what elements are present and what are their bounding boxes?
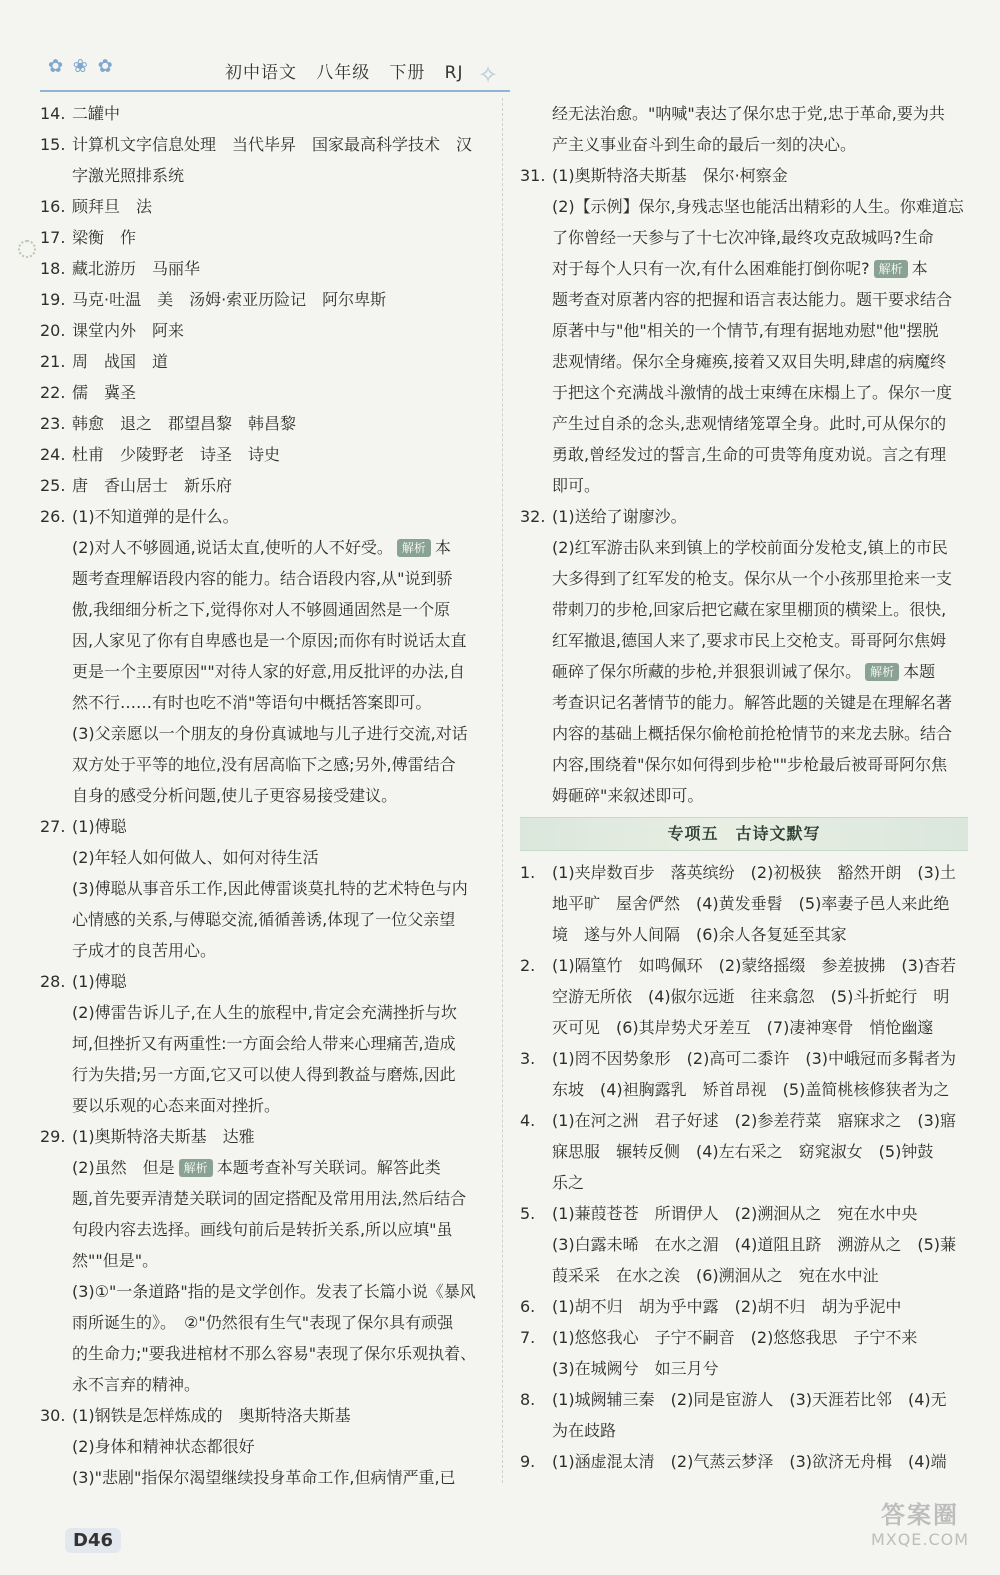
answer-text: (3)傅聪从事音乐工作,因此傅雷谈莫扎特的艺术特色与内 (72, 879, 468, 898)
analysis-text: 本 (434, 538, 451, 557)
answer-line (40, 377, 502, 408)
answer-text: 地平旷 屋舍俨然 (4)黄发垂髫 (5)率妻子邑人来此绝 (552, 894, 950, 913)
answer-line (40, 346, 502, 377)
question-number: 32. (520, 507, 546, 526)
watermark-logo (855, 1495, 985, 1565)
answer-text: 藏北游历 马丽华 (72, 259, 201, 278)
answer-line (40, 811, 502, 842)
answer-line (40, 656, 502, 687)
answer-text: 雨所诞生的》。 ②"仍然很有生气"表现了保尔具有顽强 (72, 1313, 454, 1332)
right-column (520, 98, 968, 1483)
answer-line (520, 377, 968, 408)
answer-line (40, 470, 502, 501)
answer-text: 马克·吐温 美 汤姆·索亚历险记 阿尔卑斯 (72, 290, 387, 309)
answer-text: 坷,但挫折又有两重性:一方面会给人带来心理痛苦,造成 (72, 1034, 456, 1053)
answer-line (40, 1059, 502, 1090)
answer-text: 为在歧路 (552, 1421, 617, 1440)
answer-line (40, 1431, 502, 1462)
answer-text: 即可。 (552, 476, 601, 495)
question-number: 4. (520, 1111, 536, 1130)
answer-text: 儒 冀圣 (72, 383, 137, 402)
answer-line (520, 780, 968, 811)
answer-text: (3)父亲愿以一个朋友的身份真诚地与儿子进行交流,对话 (72, 724, 468, 743)
page-number: D46 (65, 1528, 121, 1553)
answer-line (40, 594, 502, 625)
answer-line (520, 129, 968, 160)
answer-line (520, 1322, 968, 1353)
answer-line (40, 687, 502, 718)
header-title: 初中语文 八年级 下册 RJ (225, 63, 464, 83)
answer-text: 寐思服 辗转反侧 (4)左右采之 窈窕淑女 (5)钟鼓 (552, 1142, 934, 1161)
answer-text: 心情感的关系,与傅聪交流,循循善诱,体现了一位父亲望 (72, 910, 456, 929)
answer-line (520, 563, 968, 594)
answer-line (520, 1384, 968, 1415)
answer-text: (1)隔篁竹 如鸣佩环 (2)蒙络摇缀 参差披拂 (3)杳若 (552, 956, 956, 975)
question-number: 1. (520, 863, 536, 882)
answer-text: 字激光照排系统 (72, 166, 185, 185)
answer-text: (3)"悲剧"指保尔渴望继续投身革命工作,但病情严重,已 (72, 1468, 456, 1487)
answer-text: (2)【示例】保尔,身残志坚也能活出精彩的人生。你难道忘 (552, 197, 964, 216)
question-number: 3. (520, 1049, 536, 1068)
answer-line (520, 1446, 968, 1477)
answer-text: (3)①"一条道路"指的是文学创作。发表了长篇小说《暴风 (72, 1282, 476, 1301)
answer-text: 题考查对原著内容的把握和语言表达能力。题干要求结合 (552, 290, 953, 309)
answer-text: (1)在河之洲 君子好逑 (2)参差荇菜 寤寐求之 (3)寤 (552, 1111, 956, 1130)
question-number: 5. (520, 1204, 536, 1223)
answer-line (520, 1043, 968, 1074)
answer-text: (1)城阙辅三秦 (2)同是宦游人 (3)天涯若比邻 (4)无 (552, 1390, 947, 1409)
answer-line (40, 625, 502, 656)
answer-line (40, 997, 502, 1028)
question-number: 22. (40, 383, 66, 402)
question-number: 6. (520, 1297, 536, 1316)
answer-line (40, 935, 502, 966)
answer-text: 内容,围绕着"保尔如何得到步枪""步枪最后被哥哥阿尔焦 (552, 755, 948, 774)
answer-line (520, 408, 968, 439)
answer-text: 题考查理解语段内容的能力。结合语段内容,从"说到骄 (72, 569, 453, 588)
answer-line (520, 749, 968, 780)
answer-line (40, 1152, 502, 1183)
question-number: 31. (520, 166, 546, 185)
answer-line (520, 919, 968, 950)
analysis-badge: 解析 (397, 539, 431, 557)
answer-line (40, 1307, 502, 1338)
answer-line (520, 191, 968, 222)
answer-text: (1)傅聪 (72, 972, 127, 991)
answer-text: 对于每个人只有一次,有什么困难能打倒你呢? (552, 259, 870, 278)
question-number: 28. (40, 972, 66, 991)
answer-text: (3)在城阙兮 如三月兮 (552, 1359, 719, 1378)
answer-line (40, 718, 502, 749)
answer-line (520, 656, 968, 687)
answer-text: (1)奥斯特洛夫斯基 保尔·柯察金 (552, 166, 788, 185)
answer-line (520, 1198, 968, 1229)
answer-text: 课堂内外 阿来 (72, 321, 185, 340)
answer-text: 要以乐观的心态来面对挫折。 (72, 1096, 281, 1115)
question-number: 2. (520, 956, 536, 975)
answer-line (40, 563, 502, 594)
answer-line (40, 1121, 502, 1152)
page-header (40, 50, 510, 92)
answer-line (520, 160, 968, 191)
answer-text: 大多得到了红军发的枪支。保尔从一个小孩那里抢来一支 (552, 569, 953, 588)
answer-text: (3)白露未晞 在水之湄 (4)道阻且跻 溯游从之 (5)蒹 (552, 1235, 956, 1254)
answer-line (40, 1090, 502, 1121)
question-number: 25. (40, 476, 66, 495)
answer-line (520, 1167, 968, 1198)
answer-line (520, 950, 968, 981)
answer-text: 境 遂与外人间隔 (6)余人各复延至其家 (552, 925, 847, 944)
answer-line (40, 842, 502, 873)
answer-line (40, 966, 502, 997)
answer-text: 产生过自杀的念头,悲观情绪笼罩全身。此时,可从保尔的 (552, 414, 947, 433)
answer-line (40, 160, 502, 191)
answer-text: 东坡 (4)袒胸露乳 矫首昂视 (5)盖简桃核修狭者为之 (552, 1080, 950, 1099)
answer-line (520, 857, 968, 888)
answer-line (40, 1183, 502, 1214)
answer-line (40, 904, 502, 935)
answer-text: 产主义事业奋斗到生命的最后一刻的决心。 (552, 135, 857, 154)
answer-line (40, 222, 502, 253)
answer-text: 永不言弃的精神。 (72, 1375, 201, 1394)
answer-line (40, 501, 502, 532)
answer-text: 题,首先要弄清楚关联词的固定搭配及常用用法,然后结合 (72, 1189, 467, 1208)
answer-line (520, 284, 968, 315)
analysis-badge: 解析 (865, 663, 899, 681)
answer-text: 二罐中 (72, 104, 121, 123)
answer-line (520, 625, 968, 656)
answer-text: (2)红军游击队来到镇上的学校前面分发枪支,镇上的市民 (552, 538, 948, 557)
answer-line (520, 1136, 968, 1167)
answer-text: (2)身体和精神状态都很好 (72, 1437, 255, 1456)
answer-text: 句段内容去选择。画线句前后是转折关系,所以应填"虽 (72, 1220, 453, 1239)
answer-line (40, 749, 502, 780)
answer-line (520, 981, 968, 1012)
answer-text: 唐 香山居士 新乐府 (72, 476, 233, 495)
question-number: 7. (520, 1328, 536, 1347)
answer-line (520, 1105, 968, 1136)
answer-line (40, 1028, 502, 1059)
answer-text: 空游无所依 (4)俶尔远逝 往来翕忽 (5)斗折蛇行 明 (552, 987, 950, 1006)
answer-line (40, 1245, 502, 1276)
answer-line (520, 594, 968, 625)
answer-line (40, 532, 502, 563)
answer-text: 葭采采 在水之涘 (6)溯洄从之 宛在水中沚 (552, 1266, 879, 1285)
answer-line (40, 439, 502, 470)
question-number: 26. (40, 507, 66, 526)
answer-line (40, 1214, 502, 1245)
answer-line (520, 687, 968, 718)
answer-text: (1)悠悠我心 子宁不嗣音 (2)悠悠我思 子宁不来 (552, 1328, 918, 1347)
question-number: 19. (40, 290, 66, 309)
answer-line (520, 532, 968, 563)
answer-text: (1)涵虚混太清 (2)气蒸云梦泽 (3)欲济无舟楫 (4)端 (552, 1452, 947, 1471)
answer-text: 砸碎了保尔所藏的步枪,并狠狠训诫了保尔。 (552, 662, 862, 681)
answer-text: 韩愈 退之 郡望昌黎 韩昌黎 (72, 414, 297, 433)
answer-text: 悲观情绪。保尔全身瘫痪,接着又双目失明,肆虐的病魔终 (552, 352, 947, 371)
answer-text: 的生命力;"要我进棺材不那么容易"表现了保尔乐观执着、 (72, 1344, 477, 1363)
answer-line (40, 1338, 502, 1369)
answer-line (40, 1276, 502, 1307)
answer-line (40, 284, 502, 315)
answer-line (520, 1415, 968, 1446)
answer-text: 自身的感受分析问题,使儿子更容易接受建议。 (72, 786, 398, 805)
answer-line (40, 408, 502, 439)
answer-text: 灭可见 (6)其岸势犬牙差互 (7)凄神寒骨 悄怆幽邃 (552, 1018, 934, 1037)
answer-line (40, 780, 502, 811)
answer-text: (1)傅聪 (72, 817, 127, 836)
question-number: 30. (40, 1406, 66, 1425)
answer-text: 计算机文字信息处理 当代毕昇 国家最高科学技术 汉 (72, 135, 473, 154)
answer-line (520, 98, 968, 129)
answer-line (520, 315, 968, 346)
answer-text: 梁衡 作 (72, 228, 137, 247)
answer-text: 然不行……有时也吃不消"等语句中概括答案即可。 (72, 693, 432, 712)
answer-text: (2)傅雷告诉儿子,在人生的旅程中,肯定会充满挫折与坎 (72, 1003, 457, 1022)
left-column (40, 98, 503, 1487)
star-decoration-icon: ✧ (478, 61, 499, 89)
analysis-badge: 解析 (874, 260, 908, 278)
answer-line (520, 1229, 968, 1260)
answer-text: (1)夹岸数百步 落英缤纷 (2)初极狭 豁然开朗 (3)土 (552, 863, 956, 882)
answer-line (40, 129, 502, 160)
answer-text: 考查识记名著情节的能力。解答此题的关键是在理解名著 (552, 693, 953, 712)
answers-continued (520, 98, 968, 811)
question-number: 8. (520, 1390, 536, 1409)
answer-line (520, 1260, 968, 1291)
answer-line (40, 873, 502, 904)
answer-text: 乐之 (552, 1173, 585, 1192)
answer-text: (1)不知道弹的是什么。 (72, 507, 239, 526)
question-number: 16. (40, 197, 66, 216)
answer-text: (1)奥斯特洛夫斯基 达雅 (72, 1127, 255, 1146)
answer-text: 姆砸碎"来叙述即可。 (552, 786, 704, 805)
answer-text: 更是一个主要原因""对待人家的好意,用反批评的办法,自 (72, 662, 465, 681)
analysis-text: 本题考查补写关联词。解答此类 (216, 1158, 441, 1177)
answer-text: 原著中与"他"相关的一个情节,有理有据地劝慰"他"摆脱 (552, 321, 939, 340)
flower-decoration-icon (18, 240, 36, 258)
analysis-text: 本 (911, 259, 928, 278)
answer-text: (2)虽然 但是 (72, 1158, 175, 1177)
answer-text: 于把这个充满战斗激情的战士束缚在床榻上了。保尔一度 (552, 383, 953, 402)
answer-line (520, 888, 968, 919)
question-number: 14. (40, 104, 66, 123)
answer-line (520, 346, 968, 377)
answer-text: 红军撤退,德国人来了,要求市民上交枪支。哥哥阿尔焦姆 (552, 631, 947, 650)
question-number: 24. (40, 445, 66, 464)
answer-text: 顾拜旦 法 (72, 197, 153, 216)
answer-line (40, 315, 502, 346)
question-number: 21. (40, 352, 66, 371)
answer-text: (2)年轻人如何做人、如何对待生活 (72, 848, 319, 867)
answer-line (520, 501, 968, 532)
answer-line (40, 1400, 502, 1431)
answer-text: (1)钢铁是怎样炼成的 奥斯特洛夫斯基 (72, 1406, 351, 1425)
analysis-text: 本题 (903, 662, 936, 681)
answer-line (40, 1462, 502, 1493)
answer-text: 双方处于平等的地位,没有居高临下之感;另外,傅雷结合 (72, 755, 456, 774)
answer-text: 经无法治愈。"呐喊"表达了保尔忠于党,忠于革命,要为共 (552, 104, 945, 123)
question-number: 15. (40, 135, 66, 154)
answer-line (40, 98, 502, 129)
answer-text: (1)胡不归 胡为乎中露 (2)胡不归 胡为乎泥中 (552, 1297, 902, 1316)
answer-line (520, 439, 968, 470)
answer-text: 内容的基础上概括保尔偷枪前抢枪情节的来龙去脉。结合 (552, 724, 953, 743)
answer-line (520, 1353, 968, 1384)
answer-text: 然""但是"。 (72, 1251, 159, 1270)
question-number: 9. (520, 1452, 536, 1471)
question-number: 18. (40, 259, 66, 278)
answer-line (40, 1369, 502, 1400)
poetry-answers (520, 857, 968, 1477)
question-number: 29. (40, 1127, 66, 1146)
question-number: 20. (40, 321, 66, 340)
question-number: 23. (40, 414, 66, 433)
answer-line (40, 253, 502, 284)
answer-text: 了你曾经一天参与了十七次冲锋,最终攻克敌城吗?生命 (552, 228, 934, 247)
answer-line (520, 1291, 968, 1322)
answer-line (40, 191, 502, 222)
answer-text: 带刺刀的步枪,回家后把它藏在家里棚顶的横梁上。很快, (552, 600, 947, 619)
answer-text: (1)蒹葭苍苍 所谓伊人 (2)溯洄从之 宛在水中央 (552, 1204, 918, 1223)
answer-text: (2)对人不够圆通,说话太直,使听的人不好受。 (72, 538, 393, 557)
question-number: 27. (40, 817, 66, 836)
header-decoration: ✿ ❀ ✿ (48, 56, 115, 77)
answer-line (520, 1012, 968, 1043)
answer-line (520, 718, 968, 749)
answer-text: 周 战国 道 (72, 352, 169, 371)
answer-text: (1)送给了谢廖沙。 (552, 507, 687, 526)
question-number: 17. (40, 228, 66, 247)
answer-text: 子成才的良苦用心。 (72, 941, 217, 960)
answer-text: 勇敢,曾经发过的誓言,生命的可贵等角度劝说。言之有理 (552, 445, 947, 464)
answer-text: 傲,我细细分析之下,觉得你对人不够圆通固然是一个原 (72, 600, 451, 619)
watermark-brand: 答案圈 (881, 1501, 959, 1529)
answer-text: 行为失措;另一方面,它又可以使人得到教益与磨炼,因此 (72, 1065, 456, 1084)
section-title: 专项五 古诗文默写 (520, 817, 968, 851)
answer-line (520, 253, 968, 284)
answer-line (520, 1074, 968, 1105)
answer-text: (1)罔不因势象形 (2)高可二黍许 (3)中峨冠而多髯者为 (552, 1049, 956, 1068)
watermark-url: MXQE.COM (870, 1530, 970, 1549)
answer-line (520, 470, 968, 501)
analysis-badge: 解析 (179, 1159, 213, 1177)
answer-text: 因,人家见了你有自卑感也是一个原因;而你有时说话太直 (72, 631, 467, 650)
answer-text: 杜甫 少陵野老 诗圣 诗史 (72, 445, 281, 464)
answer-line (520, 222, 968, 253)
